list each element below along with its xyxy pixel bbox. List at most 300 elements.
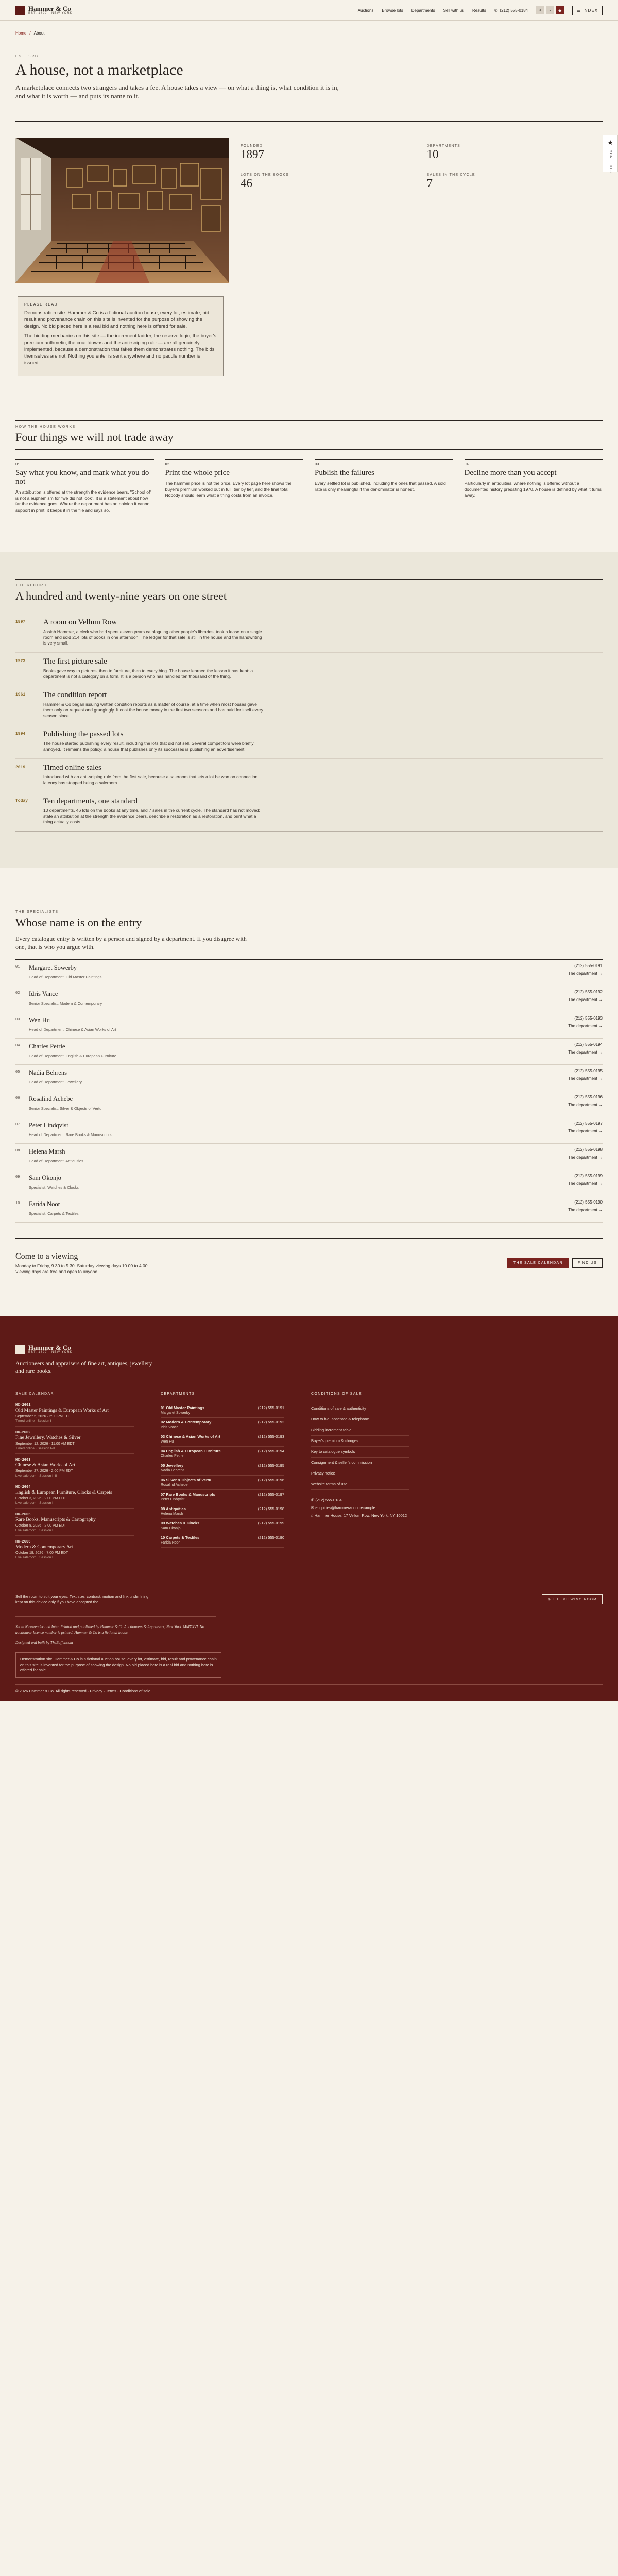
footer-disclaimer: Demonstration site. Hammer & Co is a fictional auction house; every lot, estimate, bid, result and provenance chain on this site is invented for the purpose of showing the design. No bid placed here is a real bid and nothing here is offered for sale. <box>15 1652 221 1678</box>
department-phone: (212) 555-0195 <box>258 1463 284 1468</box>
principle-number: 02 <box>165 459 304 467</box>
principle <box>465 459 603 513</box>
demo-notice-heading: PLEASE READ <box>24 303 58 307</box>
facts-grid <box>241 138 603 283</box>
specialist-number: 05 <box>15 1070 20 1074</box>
sale-title: Rare Books, Manuscripts & Cartography <box>15 1517 96 1522</box>
principle-title: Decline more than you accept <box>464 469 557 477</box>
principle-body: Every settled lot is published, including the ones that passed. A sold rate is only meaningful if the denominator is honest. <box>315 481 446 492</box>
conditions-link[interactable]: How to bid, absentee & telephone <box>311 1414 409 1425</box>
brand-name: Hammer & Co <box>28 5 71 12</box>
specialist-name: Farida Noor <box>29 1200 60 1208</box>
footer-column-heading: DEPARTMENTS <box>161 1392 284 1399</box>
department-info <box>161 1463 184 1472</box>
nav-departments[interactable]: Departments <box>411 8 435 13</box>
department-phone: (212) 555-0190 <box>258 1535 284 1540</box>
specialist-role: Head of Department, Chinese & Asian Works of Art <box>29 1027 116 1032</box>
footer-address: ⌂ Hammer House, 17 Vellum Row, New York, NY 10012 <box>311 1513 407 1518</box>
timeline-title: The first picture sale <box>43 657 107 666</box>
department-name: 08 Antiquities <box>161 1506 186 1511</box>
department-head: Nadia Behrens <box>161 1469 185 1472</box>
specialist-row <box>15 1091 603 1117</box>
footer-email-address: enquiries@hammerandco.example <box>315 1505 375 1510</box>
search-icon[interactable]: ⌕ <box>536 6 544 14</box>
department-link[interactable]: The department → <box>568 1103 603 1107</box>
department-info <box>161 1478 211 1487</box>
specialist-role: Senior Specialist, Silver & Objects of Vertu <box>29 1106 102 1111</box>
specialist-row <box>15 1039 603 1065</box>
sale-date: October 3, 2026 · 2:00 PM EDT <box>15 1497 66 1500</box>
section-title: A hundred and twenty-nine years on one street <box>15 589 603 608</box>
department-item[interactable] <box>161 1418 284 1432</box>
sale-code: HC-2606 <box>15 1540 31 1544</box>
sale-status: Live saleroom · Session I–II <box>15 1474 57 1478</box>
phone-icon: ✆ <box>494 8 498 13</box>
account-icon[interactable]: ◔ <box>546 6 554 14</box>
department-link[interactable]: The department → <box>568 1208 603 1212</box>
department-item[interactable] <box>161 1533 284 1548</box>
department-head: Wen Hu <box>161 1440 174 1444</box>
footer-brand-subtitle: EST. 1897 · NEW YORK <box>28 1351 73 1354</box>
specialist-contact <box>568 1095 603 1107</box>
specialist-contact <box>568 963 603 976</box>
sale-title: Fine Jewellery, Watches & Silver <box>15 1435 81 1440</box>
footer-brand-name: Hammer & Co <box>28 1344 71 1351</box>
specialist-role: Senior Specialist, Modern & Contemporary <box>29 1001 102 1006</box>
department-name: 06 Silver & Objects of Vertu <box>161 1478 211 1482</box>
department-name: 02 Modern & Contemporary <box>161 1420 212 1425</box>
specialist-row <box>15 1012 603 1039</box>
conditions-link[interactable]: Bidding increment table <box>311 1425 409 1436</box>
specialist-phone[interactable]: (212) 555-0195 <box>574 1069 603 1073</box>
site-footer <box>0 1316 618 1701</box>
sale-date: September 5, 2026 · 2:00 PM EDT <box>15 1415 71 1418</box>
department-item[interactable] <box>161 1519 284 1533</box>
nav-sell-with-us[interactable]: Sell with us <box>443 8 465 13</box>
timeline-year: 1961 <box>15 692 26 697</box>
sale-item[interactable] <box>15 1403 134 1427</box>
department-info <box>161 1506 186 1516</box>
find-us-button[interactable]: FIND US <box>572 1258 603 1268</box>
footer-tagline: Auctioneers and appraisers of fine art, antiques, jewellery and rare books. <box>15 1361 152 1375</box>
nav-results[interactable]: Results <box>472 8 486 13</box>
specialist-role: Head of Department, Old Master Paintings <box>29 975 102 979</box>
hero-eyebrow: EST. 1897 <box>15 55 39 58</box>
timeline-body: Introduced with an anti-sniping rule from the first sale, because a saleroom that lets a lot be won on connection latency has stopped being a saleroom. <box>43 774 258 785</box>
conditions-link[interactable]: Key to catalogue symbols <box>311 1447 409 1458</box>
department-item[interactable] <box>161 1432 284 1447</box>
timeline-entry <box>15 686 603 725</box>
specialist-row <box>15 1170 603 1196</box>
timeline-entry <box>15 725 603 759</box>
fact-label: FOUNDED <box>241 144 263 148</box>
principle-number: 01 <box>15 459 154 467</box>
principle-body: An attribution is offered at the strength the evidence bears. "School of" is not a euphemism for "we did not look". It is a statement about how far the evidence goes. Where the department has an opinion it cannot support in print, it keeps it in the file and says so. <box>15 489 152 513</box>
logo-mark-icon <box>15 1345 25 1354</box>
viewing-room-label: THE VIEWING ROOM <box>553 1598 597 1601</box>
footer-phone-number: (212) 555-0184 <box>315 1498 342 1502</box>
timeline-year: 2019 <box>15 765 26 770</box>
sale-date: October 8, 2026 · 2:00 PM EDT <box>15 1524 66 1528</box>
specialist-role: Specialist, Carpets & Textiles <box>29 1211 79 1216</box>
fact-label: SALES IN THE CYCLE <box>426 173 475 177</box>
specialist-number: 10 <box>15 1201 20 1206</box>
sale-status: Live saleroom · Session I <box>15 1529 53 1532</box>
sale-item[interactable] <box>15 1458 134 1481</box>
sale-date: September 12, 2026 · 11:00 AM EDT <box>15 1442 75 1446</box>
hero-divider <box>15 121 603 122</box>
fact-label: LOTS ON THE BOOKS <box>241 173 289 177</box>
timeline-entry <box>15 614 603 653</box>
principle-title: Say what you know, and mark what you do not <box>15 469 149 486</box>
department-phone: (212) 555-0193 <box>258 1434 284 1439</box>
fact-value: 46 <box>241 177 252 190</box>
specialist-phone[interactable]: (212) 555-0190 <box>574 1200 603 1205</box>
specialist-number: 01 <box>15 965 20 969</box>
specialist-role: Head of Department, English & European Furniture <box>29 1054 117 1058</box>
sale-item[interactable] <box>15 1540 134 1563</box>
brand-subtitle: EST. 1897 · NEW YORK <box>28 12 73 15</box>
department-name: 10 Carpets & Textiles <box>161 1535 200 1540</box>
specialist-number: 04 <box>15 1044 20 1048</box>
specialist-contact <box>568 1174 603 1186</box>
specialist-name: Sam Okonjo <box>29 1174 61 1181</box>
footer-contact <box>311 1490 409 1518</box>
sale-title: Old Master Paintings & European Works of Art <box>15 1408 109 1413</box>
brand-logo[interactable] <box>15 6 73 15</box>
demo-notice-text: Demonstration site. Hammer & Co is a fictional auction house; every lot, estimate, bid, result and provenance chain on this site is invented for the purpose of showing the design. No bid placed here is a real bid and nothing here is offered for sale. <box>24 310 211 329</box>
timeline-title: Timed online sales <box>43 764 101 772</box>
sale-calendar-button[interactable]: THE SALE CALENDAR <box>507 1258 569 1268</box>
sale-status: Timed online · Session I <box>15 1419 52 1423</box>
principle <box>165 459 304 513</box>
sale-item[interactable] <box>15 1513 134 1536</box>
department-phone: (212) 555-0197 <box>258 1492 284 1497</box>
colophon: Set in Newsreader and Inter. Printed and published by Hammer & Co Auctioneers & Appraisers, New York. MMXXVI. No auctioneer licence number is printed. Hammer & Co is a fictional house. <box>15 1616 216 1635</box>
specialist-phone[interactable]: (212) 555-0192 <box>574 990 603 994</box>
header-phone[interactable] <box>494 8 528 13</box>
specialist-name: Peter Lindqvist <box>29 1122 68 1129</box>
principle-body: Particularly in antiquities, where nothing is offered without a documented history predating 1970. A house is defined by what it turns away. <box>464 481 602 498</box>
nav-browse-lots[interactable]: Browse lots <box>382 8 403 13</box>
fact-sales <box>427 170 603 190</box>
principle-title: Print the whole price <box>165 469 230 477</box>
department-info <box>161 1521 199 1530</box>
sale-title: Chinese & Asian Works of Art <box>15 1463 75 1468</box>
fact-value: 1897 <box>241 148 264 161</box>
specialist-phone[interactable]: (212) 555-0193 <box>574 1016 603 1021</box>
principle <box>15 459 154 513</box>
department-link[interactable]: The department → <box>568 971 603 976</box>
department-info <box>161 1449 221 1458</box>
conditions-link[interactable]: Privacy notice <box>311 1468 409 1479</box>
conditions-column <box>311 1392 409 1567</box>
principle-body: The hammer price is not the price. Every lot page here shows the buyer's premium worked out in full, tier by tier, and the final total. Nobody should learn what a thing costs from an invoice. <box>165 481 292 498</box>
specialist-contact <box>568 1147 603 1160</box>
section-title: Four things we will not trade away <box>15 431 603 450</box>
hero <box>15 41 613 376</box>
sale-code: HC-2601 <box>15 1403 31 1408</box>
sale-status: Timed online · Session I–II <box>15 1447 55 1450</box>
main-nav <box>358 6 603 15</box>
department-name: 05 Jewellery <box>161 1463 184 1468</box>
sale-date: September 27, 2026 · 2:00 PM EDT <box>15 1469 73 1473</box>
timeline-entry <box>15 759 603 792</box>
conditions-link[interactable]: Buyer's premium & charges <box>311 1436 409 1447</box>
specialist-number: 08 <box>15 1149 20 1153</box>
fact-value: 10 <box>426 148 439 161</box>
department-name: 07 Rare Books & Manuscripts <box>161 1492 215 1497</box>
department-phone: (212) 555-0199 <box>258 1521 284 1526</box>
saleroom-illustration <box>15 138 229 283</box>
timeline-entry <box>15 792 603 832</box>
department-item[interactable] <box>161 1461 284 1476</box>
sale-title: Modern & Contemporary Art <box>15 1545 73 1550</box>
timeline-body: The house started publishing every result, including the lots that did not sell. Several competitors were briefly annoyed. It remains the policy: a house that publishes only its successes is publishing an advertisement. <box>43 741 254 752</box>
specialist-info <box>29 1147 568 1163</box>
department-phone: (212) 555-0196 <box>258 1478 284 1482</box>
footer-column-heading: CONDITIONS OF SALE <box>311 1392 409 1399</box>
specialist-contact <box>568 1016 603 1028</box>
department-head: Charles Petrie <box>161 1454 184 1458</box>
specialist-info <box>29 1016 568 1032</box>
demo-notice <box>18 296 224 376</box>
timeline-body: Books gave way to pictures, then to furniture, then to everything. The house learned the lesson it has kept: a department is not a category on a form. It is a person who has handled ten thousand of the thing. <box>43 668 253 679</box>
star-icon: ★ <box>607 139 613 146</box>
sale-title: English & European Furniture, Clocks & Carpets <box>15 1490 112 1495</box>
specialist-name: Idris Vance <box>29 990 58 997</box>
specialist-row <box>15 986 603 1012</box>
specialist-number: 06 <box>15 1096 20 1100</box>
department-head: Rosalind Achebe <box>161 1483 188 1487</box>
department-head: Sam Okonjo <box>161 1527 181 1530</box>
department-info <box>161 1434 220 1444</box>
sale-code: HC-2602 <box>15 1431 31 1435</box>
specialist-phone[interactable]: (212) 555-0196 <box>574 1095 603 1099</box>
breadcrumb-home[interactable]: Home <box>15 31 27 36</box>
sale-item[interactable] <box>15 1431 134 1454</box>
principle <box>315 459 453 513</box>
specialist-row <box>15 1144 603 1170</box>
timeline-year: Today <box>15 799 28 803</box>
specialist-name: Charles Petrie <box>29 1043 65 1050</box>
department-head: Helena Marsh <box>161 1512 183 1516</box>
sale-code: HC-2604 <box>15 1485 31 1489</box>
timeline-year: 1897 <box>15 620 26 624</box>
department-link[interactable]: The department → <box>568 1024 603 1028</box>
specialist-phone[interactable]: (212) 555-0191 <box>574 963 603 968</box>
demo-notice-text: The bidding mechanics on this site — the increment ladder, the reserve logic, the buyer's premium arithmetic, the countdowns and the anti-sniping rule — are all genuinely implemented, because a demonstration that fakes them demonstrates nothing. The bids themselves are not. Nothing you enter is sent anywhere and no paddle number is issued. <box>24 333 217 366</box>
timeline-body: Josiah Hammer, a clerk who had spent eleven years cataloguing other people's libraries, took a lease on a single room and sold 214 lots of books in one afternoon. The ledger for that sale is still in the house and the handwriting is very small. <box>43 629 262 646</box>
department-phone: (212) 555-0198 <box>258 1506 284 1511</box>
footer-copyright: © 2026 Hammer & Co. All rights reserved · Privacy · Terms · Conditions of sale <box>15 1684 603 1701</box>
department-name: 03 Chinese & Asian Works of Art <box>161 1434 221 1439</box>
specialist-phone[interactable]: (212) 555-0199 <box>574 1174 603 1178</box>
specialist-phone[interactable]: (212) 555-0198 <box>574 1147 603 1152</box>
principle-title: Publish the failures <box>315 469 374 477</box>
specialist-role: Specialist, Watches & Clocks <box>29 1185 79 1190</box>
fact-label: DEPARTMENTS <box>426 144 460 148</box>
index-button[interactable]: ☰ INDEX <box>572 6 603 15</box>
department-info <box>161 1535 199 1545</box>
timeline-entry <box>15 653 603 686</box>
preferences-text: Sell the room to suit your eyes. Text size, contrast, motion and link underlining, kept on this device only if you have accepted the <box>15 1594 150 1604</box>
breadcrumb-current: About <box>33 31 45 36</box>
specialist-row <box>15 1196 603 1223</box>
timeline-body: 10 departments, 46 lots on the books at any time, and 7 sales in the current cycle. The standard has not moved: state an attribution at the strength the evidence bears, describe a restoration as a restoration, and print what a thing actually costs. <box>43 808 260 824</box>
viewing-cta <box>15 1238 603 1295</box>
department-info <box>161 1405 204 1415</box>
footer-logo[interactable] <box>15 1345 603 1354</box>
department-link[interactable]: The department → <box>568 1181 603 1186</box>
specialist-name: Helena Marsh <box>29 1148 65 1155</box>
sale-status: Live saleroom · Session I <box>15 1501 53 1505</box>
specialist-contact <box>568 1069 603 1081</box>
specialist-contact <box>568 1121 603 1133</box>
footer-address-text: Hammer House, 17 Vellum Row, New York, NY 10012 <box>314 1513 407 1518</box>
site-header <box>0 0 618 21</box>
department-head: Idris Vance <box>161 1426 179 1429</box>
timeline-body: Hammer & Co began issuing written condition reports as a matter of course, at a time when most houses gave them only on request and grudgingly. It cost the house money in the first two seasons and has paid for itself every season since. <box>43 702 263 718</box>
viewing-text: Monday to Friday, 9.30 to 5.30. Saturday viewing days 10.00 to 4.00. Viewing days are free and open to anyone. <box>15 1263 149 1274</box>
department-item[interactable] <box>161 1504 284 1519</box>
contents-tab-label: CONTENTS <box>609 150 612 173</box>
timeline-title: Publishing the passed lots <box>43 730 124 738</box>
footer-column-heading: SALE CALENDAR <box>15 1392 134 1399</box>
timeline-title: Ten departments, one standard <box>43 797 138 805</box>
specialist-contact <box>568 990 603 1002</box>
specialist-contact <box>568 1042 603 1055</box>
specialist-info <box>29 990 568 1006</box>
fact-lots <box>241 170 417 190</box>
department-info <box>161 1420 211 1429</box>
footer-email[interactable]: ✉ enquiries@hammerandco.example <box>311 1505 375 1510</box>
fact-founded <box>241 141 417 161</box>
specialist-row <box>15 1117 603 1144</box>
section-eyebrow: THE SPECIALISTS <box>15 910 59 914</box>
sale-code: HC-2603 <box>15 1458 31 1462</box>
sale-date: October 18, 2026 · 7:00 PM EDT <box>15 1551 68 1555</box>
specialist-number: 02 <box>15 991 20 995</box>
nav-auctions[interactable]: Auctions <box>357 8 374 13</box>
sale-code: HC-2605 <box>15 1513 31 1517</box>
viewing-room-button[interactable]: ⊕ THE VIEWING ROOM <box>542 1594 603 1604</box>
specialist-info <box>29 1174 568 1190</box>
logo-mark-icon <box>15 6 25 15</box>
department-head: Peter Lindqvist <box>161 1498 185 1501</box>
department-item[interactable] <box>161 1490 284 1504</box>
fact-value: 7 <box>426 177 433 190</box>
page-title: A house, not a marketplace <box>15 61 183 78</box>
sale-calendar-column <box>15 1392 134 1567</box>
timeline-year: 1994 <box>15 732 26 736</box>
department-phone: (212) 555-0192 <box>258 1420 284 1425</box>
specialist-info <box>29 1042 568 1058</box>
department-head: Margaret Sowerby <box>161 1411 191 1415</box>
department-name: 09 Watches & Clocks <box>161 1521 200 1526</box>
specialist-phone[interactable]: (212) 555-0197 <box>574 1121 603 1126</box>
timeline-title: A room on Vellum Row <box>43 618 117 626</box>
department-item[interactable] <box>161 1403 284 1418</box>
department-item[interactable] <box>161 1447 284 1461</box>
index-button-label: INDEX <box>582 8 598 13</box>
principle-number: 04 <box>465 459 603 467</box>
principle-number: 03 <box>315 459 453 467</box>
department-name: 04 English & European Furniture <box>161 1449 221 1453</box>
department-name: 01 Old Master Paintings <box>161 1405 205 1410</box>
sale-item[interactable] <box>15 1485 134 1509</box>
specialists-section <box>15 868 603 1316</box>
department-link[interactable]: The department → <box>568 1155 603 1160</box>
department-link[interactable]: The department → <box>568 1076 603 1081</box>
specialist-info <box>29 1069 568 1084</box>
section-eyebrow: HOW THE HOUSE WORKS <box>15 425 76 429</box>
contents-tab[interactable] <box>603 135 618 172</box>
specialist-info <box>29 1121 568 1137</box>
specialists-lede: Every catalogue entry is written by a person and signed by a department. If you disagree with one, that is who you argue with. <box>15 935 247 951</box>
conditions-link[interactable]: Consignment & seller's commission <box>311 1458 409 1468</box>
specialist-name: Wen Hu <box>29 1016 50 1024</box>
department-head: Farida Noor <box>161 1541 180 1545</box>
breadcrumb <box>15 21 603 41</box>
record-section <box>0 552 618 868</box>
timeline-title: The condition report <box>43 691 107 699</box>
specialist-role: Head of Department, Jewellery <box>29 1080 82 1084</box>
specialist-phone[interactable]: (212) 555-0194 <box>574 1042 603 1047</box>
fact-departments <box>427 141 603 161</box>
specialist-row <box>15 960 603 986</box>
timeline-year: 1923 <box>15 659 26 664</box>
specialist-info <box>29 963 568 979</box>
paddle-icon[interactable]: ◆ <box>556 6 564 14</box>
conditions-link[interactable]: Website terms of use <box>311 1479 409 1490</box>
footer-phone[interactable]: ✆ (212) 555-0184 <box>311 1498 342 1502</box>
designed-by-link[interactable]: Designed and built by TheBuffer.com <box>15 1640 73 1645</box>
viewing-title: Come to a viewing <box>15 1252 78 1261</box>
hero-lede: A marketplace connects two strangers and takes a fee. A house takes a view — on what a thing is, what condition it is in, and what it is worth — and puts its name to it. <box>15 83 339 100</box>
saleroom-photo <box>15 138 229 283</box>
section-title: Whose name is on the entry <box>15 916 142 929</box>
specialist-role: Head of Department, Antiquities <box>29 1159 83 1163</box>
department-link[interactable]: The department → <box>568 997 603 1002</box>
section-eyebrow: THE RECORD <box>15 584 47 587</box>
specialist-contact <box>568 1200 603 1212</box>
sale-status: Live saleroom · Session I <box>15 1556 53 1560</box>
specialist-number: 09 <box>15 1175 20 1179</box>
principles-section <box>15 376 603 552</box>
footer-preferences <box>15 1583 603 1605</box>
department-link[interactable]: The department → <box>568 1129 603 1133</box>
department-info <box>161 1492 215 1501</box>
departments-column <box>161 1392 284 1567</box>
specialist-number: 07 <box>15 1123 20 1127</box>
specialist-row <box>15 1065 603 1091</box>
department-phone: (212) 555-0191 <box>258 1405 284 1410</box>
conditions-link[interactable]: Conditions of sale & authenticity <box>311 1403 409 1414</box>
header-phone-number: (212) 555-0184 <box>500 8 528 13</box>
specialist-number: 03 <box>15 1018 20 1022</box>
breadcrumb-separator: / <box>29 31 31 36</box>
department-phone: (212) 555-0194 <box>258 1449 284 1453</box>
department-link[interactable]: The department → <box>568 1050 603 1055</box>
specialist-info <box>29 1095 568 1111</box>
specialist-name: Margaret Sowerby <box>29 964 77 971</box>
specialist-name: Rosalind Achebe <box>29 1095 73 1103</box>
specialists-list <box>15 959 603 1223</box>
department-item[interactable] <box>161 1476 284 1490</box>
specialist-info <box>29 1200 568 1216</box>
specialist-name: Nadia Behrens <box>29 1069 67 1076</box>
